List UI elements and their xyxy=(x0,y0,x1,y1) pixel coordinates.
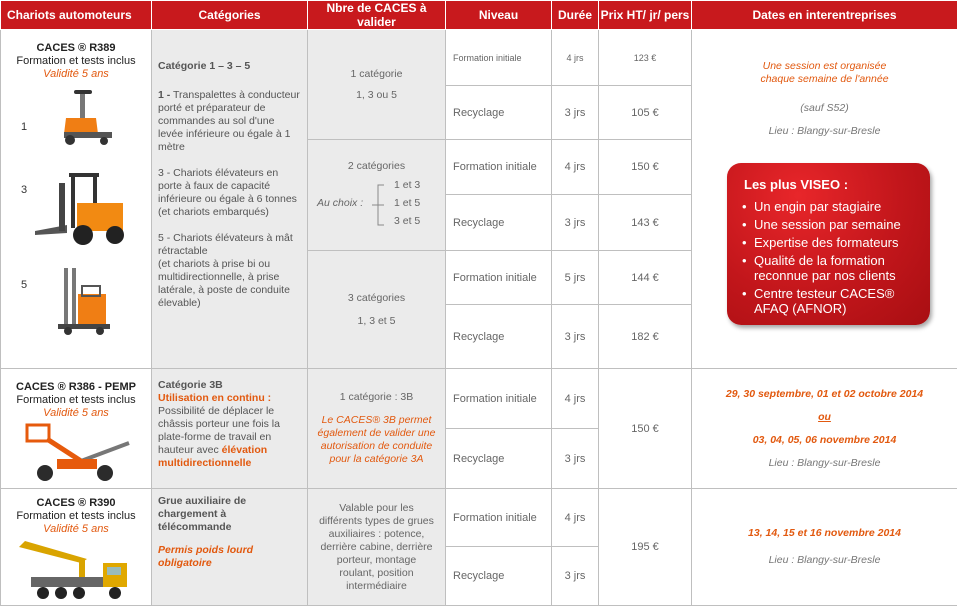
r389-duree-1: 3 jrs xyxy=(552,86,599,140)
r389-nb3-cell xyxy=(308,251,446,369)
r386-title: CACES ® R386 - PEMP xyxy=(1,369,151,394)
r389-nb2-cell xyxy=(308,140,446,251)
pallet-truck-icon xyxy=(56,88,114,150)
r389-num-3: 3 xyxy=(21,184,27,197)
brace-icon xyxy=(370,181,390,229)
r386-categories-cell xyxy=(152,369,308,489)
r389-chariot-cell xyxy=(1,30,152,369)
r389-dates-sauf: (sauf S52) xyxy=(692,102,957,115)
r386-dates-ou: ou xyxy=(692,411,957,424)
r390-prix: 195 € xyxy=(599,489,692,606)
r390-dates-cell xyxy=(692,489,957,606)
r389-duree-4: 5 jrs xyxy=(552,251,599,305)
r386-dates-1: 29, 30 septembre, 01 et 02 octobre 2014 xyxy=(692,388,957,401)
r389-nb3-sub: 1, 3 et 5 xyxy=(308,315,445,328)
r386-cat-text: Possibilité de déplacer le châssis porteur une fois la plate-forme de travail en hauteur avec élévation multidirectionnelle xyxy=(158,405,301,470)
r386-cat-usage: Utilisation en continu : xyxy=(158,392,301,405)
r389-nb1-sub: 1, 3 ou 5 xyxy=(308,89,445,102)
crane-truck-icon xyxy=(11,537,141,603)
table-header xyxy=(1,1,957,30)
r389-cat5-line2: (et chariots à prise bi ou multidirectionnelle, à prise latérale, à poste de conduite élevable) xyxy=(158,258,301,310)
r389-prix-1: 105 € xyxy=(599,86,692,140)
viseo-item: • Centre testeur CACES® AFAQ (AFNOR) xyxy=(740,286,928,316)
r390-dates-lieu: Lieu : Blangy-sur-Bresle xyxy=(692,554,957,567)
r389-nb2-choice: Au choix : xyxy=(317,197,363,210)
header-prix: Prix HT/ jr/ pers xyxy=(599,1,692,30)
r389-niveau-4: Formation initiale xyxy=(446,251,552,305)
r389-dates-line2: chaque semaine de l'année xyxy=(692,73,957,86)
r389-dates-line1: Une session est organisée xyxy=(692,30,957,73)
reach-truck-icon xyxy=(56,266,111,336)
r386-prix: 150 € xyxy=(599,369,692,489)
r389-cat5-line1: 5 - Chariots élévateurs à mât rétractable xyxy=(158,232,301,258)
r390-duree-0: 4 jrs xyxy=(552,489,599,547)
r389-nb2-opt2: 1 et 5 xyxy=(394,197,420,210)
header-dates: Dates en interentreprises xyxy=(692,1,957,30)
r389-validity: Validité 5 ans xyxy=(1,68,151,81)
r389-prix-0: 123 € xyxy=(599,30,692,86)
r386-niveau-0: Formation initiale xyxy=(446,369,552,429)
r389-duree-3: 3 jrs xyxy=(552,195,599,251)
viseo-item: • Qualité de la formation reconnue par nos clients xyxy=(740,253,928,283)
r390-duree-1: 3 jrs xyxy=(552,547,599,606)
r389-dates-lieu: Lieu : Blangy-sur-Bresle xyxy=(692,125,957,138)
r390-cat-note: Permis poids lourd obligatoire xyxy=(158,544,301,570)
header-niveau: Niveau xyxy=(446,1,552,30)
r386-duree-0: 4 jrs xyxy=(552,369,599,429)
r386-duree-1: 3 jrs xyxy=(552,429,599,489)
r389-niveau-5: Recyclage xyxy=(446,305,552,369)
r386-subtitle: Formation et tests inclus xyxy=(1,394,151,407)
header-nb-caces: Nbre de CACES à valider xyxy=(308,1,446,30)
r386-chariot-cell xyxy=(1,369,152,489)
r390-niveau-1: Recyclage xyxy=(446,547,552,606)
r389-num-5: 5 xyxy=(21,279,27,292)
header-chariots: Chariots automoteurs xyxy=(1,1,152,30)
r389-niveau-2: Formation initiale xyxy=(446,140,552,195)
table-row xyxy=(1,369,957,429)
r386-nb-cell xyxy=(308,369,446,489)
r389-nb2-opt3: 3 et 5 xyxy=(394,215,420,228)
r389-prix-5: 182 € xyxy=(599,305,692,369)
r390-subtitle: Formation et tests inclus xyxy=(1,510,151,523)
r389-prix-3: 143 € xyxy=(599,195,692,251)
r389-niveau-1: Recyclage xyxy=(446,86,552,140)
r389-cat-heading: Catégorie 1 – 3 – 5 xyxy=(158,30,301,73)
r390-validity: Validité 5 ans xyxy=(1,523,151,536)
header-categories: Catégories xyxy=(152,1,308,30)
r386-niveau-1: Recyclage xyxy=(446,429,552,489)
r389-cat1: 1 - Transpalettes à conducteur porté et préparateur de commandes au sol d'une levée inférieure ou égale à 1 mètre xyxy=(158,89,301,154)
r389-duree-5: 3 jrs xyxy=(552,305,599,369)
r389-title: CACES ® R389 xyxy=(1,30,151,55)
r389-subtitle: Formation et tests inclus xyxy=(1,55,151,68)
r386-dates-2: 03, 04, 05, 06 novembre 2014 xyxy=(692,434,957,447)
r390-dates: 13, 14, 15 et 16 novembre 2014 xyxy=(692,527,957,540)
r390-nb-cell xyxy=(308,489,446,606)
r389-duree-2: 4 jrs xyxy=(552,140,599,195)
r389-nb3-title: 3 catégories xyxy=(308,292,445,305)
viseo-item: • Une session par semaine xyxy=(740,217,928,232)
r389-num-1: 1 xyxy=(21,121,27,134)
r386-dates-lieu: Lieu : Blangy-sur-Bresle xyxy=(692,457,957,470)
header-duree: Durée xyxy=(552,1,599,30)
r386-dates-cell xyxy=(692,369,957,489)
r390-nb-text: Valable pour les différents types de grues auxiliaires : potence, derrière cabine, derrière porteur, montage roulant, position intermédiaire xyxy=(318,502,435,593)
viseo-advantages-box xyxy=(727,163,930,325)
r389-niveau-3: Recyclage xyxy=(446,195,552,251)
r389-nb1-title: 1 catégorie xyxy=(308,68,445,81)
r386-validity: Validité 5 ans xyxy=(1,407,151,420)
viseo-title: Les plus VISEO : xyxy=(744,177,848,192)
r386-nb-note: Le CACES® 3B permet également de valider une autorisation de conduite pour la catégorie 3A xyxy=(308,414,445,466)
r390-chariot-cell xyxy=(1,489,152,606)
r386-nb-title: 1 catégorie : 3B xyxy=(308,391,445,404)
r390-title: CACES ® R390 xyxy=(1,489,151,510)
viseo-item: • Un engin par stagiaire xyxy=(740,199,928,214)
r390-niveau-0: Formation initiale xyxy=(446,489,552,547)
r389-duree-0: 4 jrs xyxy=(552,30,599,86)
r389-prix-2: 150 € xyxy=(599,140,692,195)
viseo-item: • Expertise des formateurs xyxy=(740,235,928,250)
aerial-platform-icon xyxy=(21,421,141,483)
r389-nb1-cell xyxy=(308,30,446,140)
r386-cat-heading: Catégorie 3B xyxy=(158,369,301,392)
r389-niveau-0: Formation initiale xyxy=(446,30,552,86)
r389-categories-cell xyxy=(152,30,308,369)
r389-nb2-opt1: 1 et 3 xyxy=(394,179,420,192)
table-row xyxy=(1,489,957,547)
r389-prix-4: 144 € xyxy=(599,251,692,305)
r389-cat3: 3 - Chariots élévateurs en porte à faux de capacité inférieure ou égale à 6 tonnes (et chariots embarqués) xyxy=(158,167,301,219)
table-row xyxy=(1,30,957,86)
r389-nb2-title: 2 catégories xyxy=(308,160,445,173)
r390-cat-heading: Grue auxiliaire de chargement à télécommande xyxy=(158,489,301,534)
viseo-list xyxy=(740,199,928,319)
forklift-icon xyxy=(31,163,131,253)
r390-categories-cell xyxy=(152,489,308,606)
